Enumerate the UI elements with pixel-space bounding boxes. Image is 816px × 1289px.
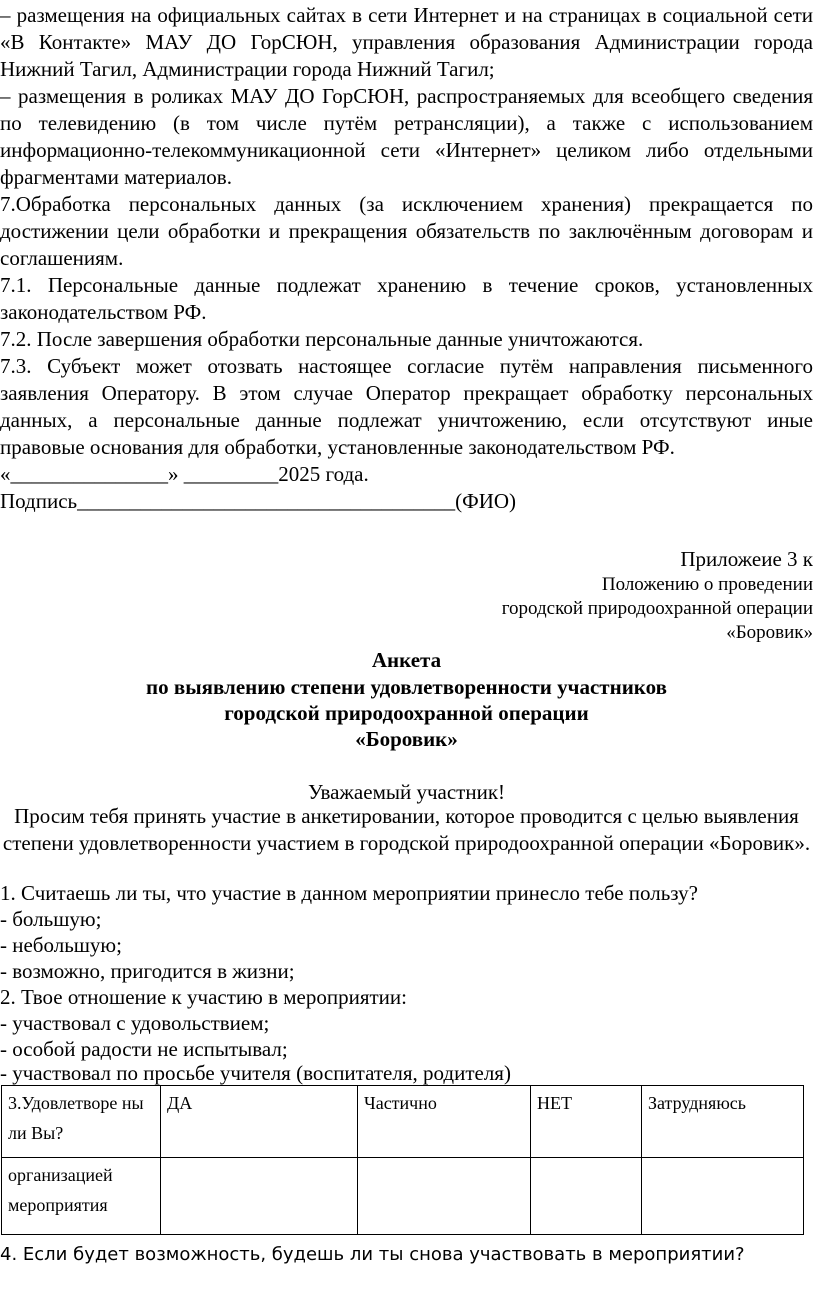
clause-7: 7.Обработка персональных данных (за исключением хранения) прекращается по достижении цели обработки и прекращения обязательств по заключённым договорам и соглашениям. bbox=[0, 192, 813, 270]
appendix-line-3: городской природоохранной операции bbox=[501, 598, 813, 619]
title-line-2: по выявлению степени удовлетворенности участников bbox=[146, 675, 667, 699]
table-cell[interactable] bbox=[531, 1158, 642, 1235]
satisfaction-table bbox=[1, 1085, 804, 1235]
appendix-line-1: Приложеие 3 к bbox=[680, 547, 813, 571]
table-header-cell: ДА bbox=[161, 1086, 358, 1158]
question-2-option: - участвовал по просьбе учителя (воспитателя, родителя) bbox=[0, 1061, 511, 1085]
question-1-option: - небольшую; bbox=[0, 933, 122, 957]
question-2-option: - особой радости не испытывал; bbox=[0, 1037, 288, 1061]
clause-7-3: 7.3. Субъект может отозвать настоящее согласие путём направления письменного заявления Оператору. В этом случае Оператор прекращает обработку персональных данных, а персональные данные подлежат уничтожению, если отсутствуют иные правовые основания для обработки, установленные законодательством РФ. bbox=[0, 354, 813, 459]
clause-7-2: 7.2. После завершения обработки персональные данные уничтожаются. bbox=[0, 327, 644, 351]
question-4: 4. Если будет возможность, будешь ли ты снова участвовать в мероприятии? bbox=[0, 1244, 745, 1265]
signature-line: Подпись____________________________________(ФИО) bbox=[0, 489, 517, 513]
table-row-label: организацией мероприятия bbox=[2, 1158, 161, 1235]
table-header-cell: НЕТ bbox=[531, 1086, 642, 1158]
intro-text: Просим тебя принять участие в анкетировании, которое проводится с целью выявления степени удовлетворенности участием в городской природоохранной операции «Боровик». bbox=[2, 804, 811, 855]
table-header-row bbox=[2, 1086, 804, 1158]
question-1: 1. Считаешь ли ты, что участие в данном мероприятии принесло тебе пользу? bbox=[0, 881, 698, 905]
title-line-3: городской природоохранной операции bbox=[224, 701, 589, 725]
table-header-cell: Частично bbox=[358, 1086, 531, 1158]
appendix-line-2: Положению о проведении bbox=[601, 574, 813, 595]
table-cell[interactable] bbox=[642, 1158, 804, 1235]
question-1-option: - большую; bbox=[0, 907, 102, 931]
table-row bbox=[2, 1158, 804, 1235]
date-line: «_______________» _________2025 года. bbox=[0, 462, 369, 486]
question-2: 2. Твое отношение к участию в мероприятии: bbox=[0, 985, 407, 1009]
table-cell[interactable] bbox=[161, 1158, 358, 1235]
consent-item-websites: – размещения на официальных сайтах в сети Интернет и на страницах в социальной сети «В Контакте» МАУ ДО ГорСЮН, управления образования Администрации города Нижний Тагил, Администрации города Нижний Тагил; bbox=[0, 3, 813, 81]
question-1-option: - возможно, пригодится в жизни; bbox=[0, 959, 295, 983]
appendix-line-4: «Боровик» bbox=[726, 622, 813, 643]
title-line-4: «Боровик» bbox=[355, 727, 458, 751]
greeting: Уважаемый участник! bbox=[307, 780, 506, 804]
table-cell[interactable] bbox=[358, 1158, 531, 1235]
table-header-cell: Затрудняюсь bbox=[642, 1086, 804, 1158]
consent-item-videos: – размещения в роликах МАУ ДО ГорСЮН, распространяемых для всеобщего сведения по телевидению (в том числе путём ретрансляции), а также с использованием информационно-телекоммуникационной сети «Интернет» целиком либо отдельными фрагментами материалов. bbox=[0, 84, 813, 189]
clause-7-1: 7.1. Персональные данные подлежат хранению в течение сроков, установленных законодательством РФ. bbox=[0, 273, 813, 324]
table-header-cell: 3.Удовлетворе ны ли Вы? bbox=[2, 1086, 161, 1158]
question-2-option: - участвовал с удовольствием; bbox=[0, 1011, 270, 1035]
title-line-1: Анкета bbox=[371, 648, 442, 672]
